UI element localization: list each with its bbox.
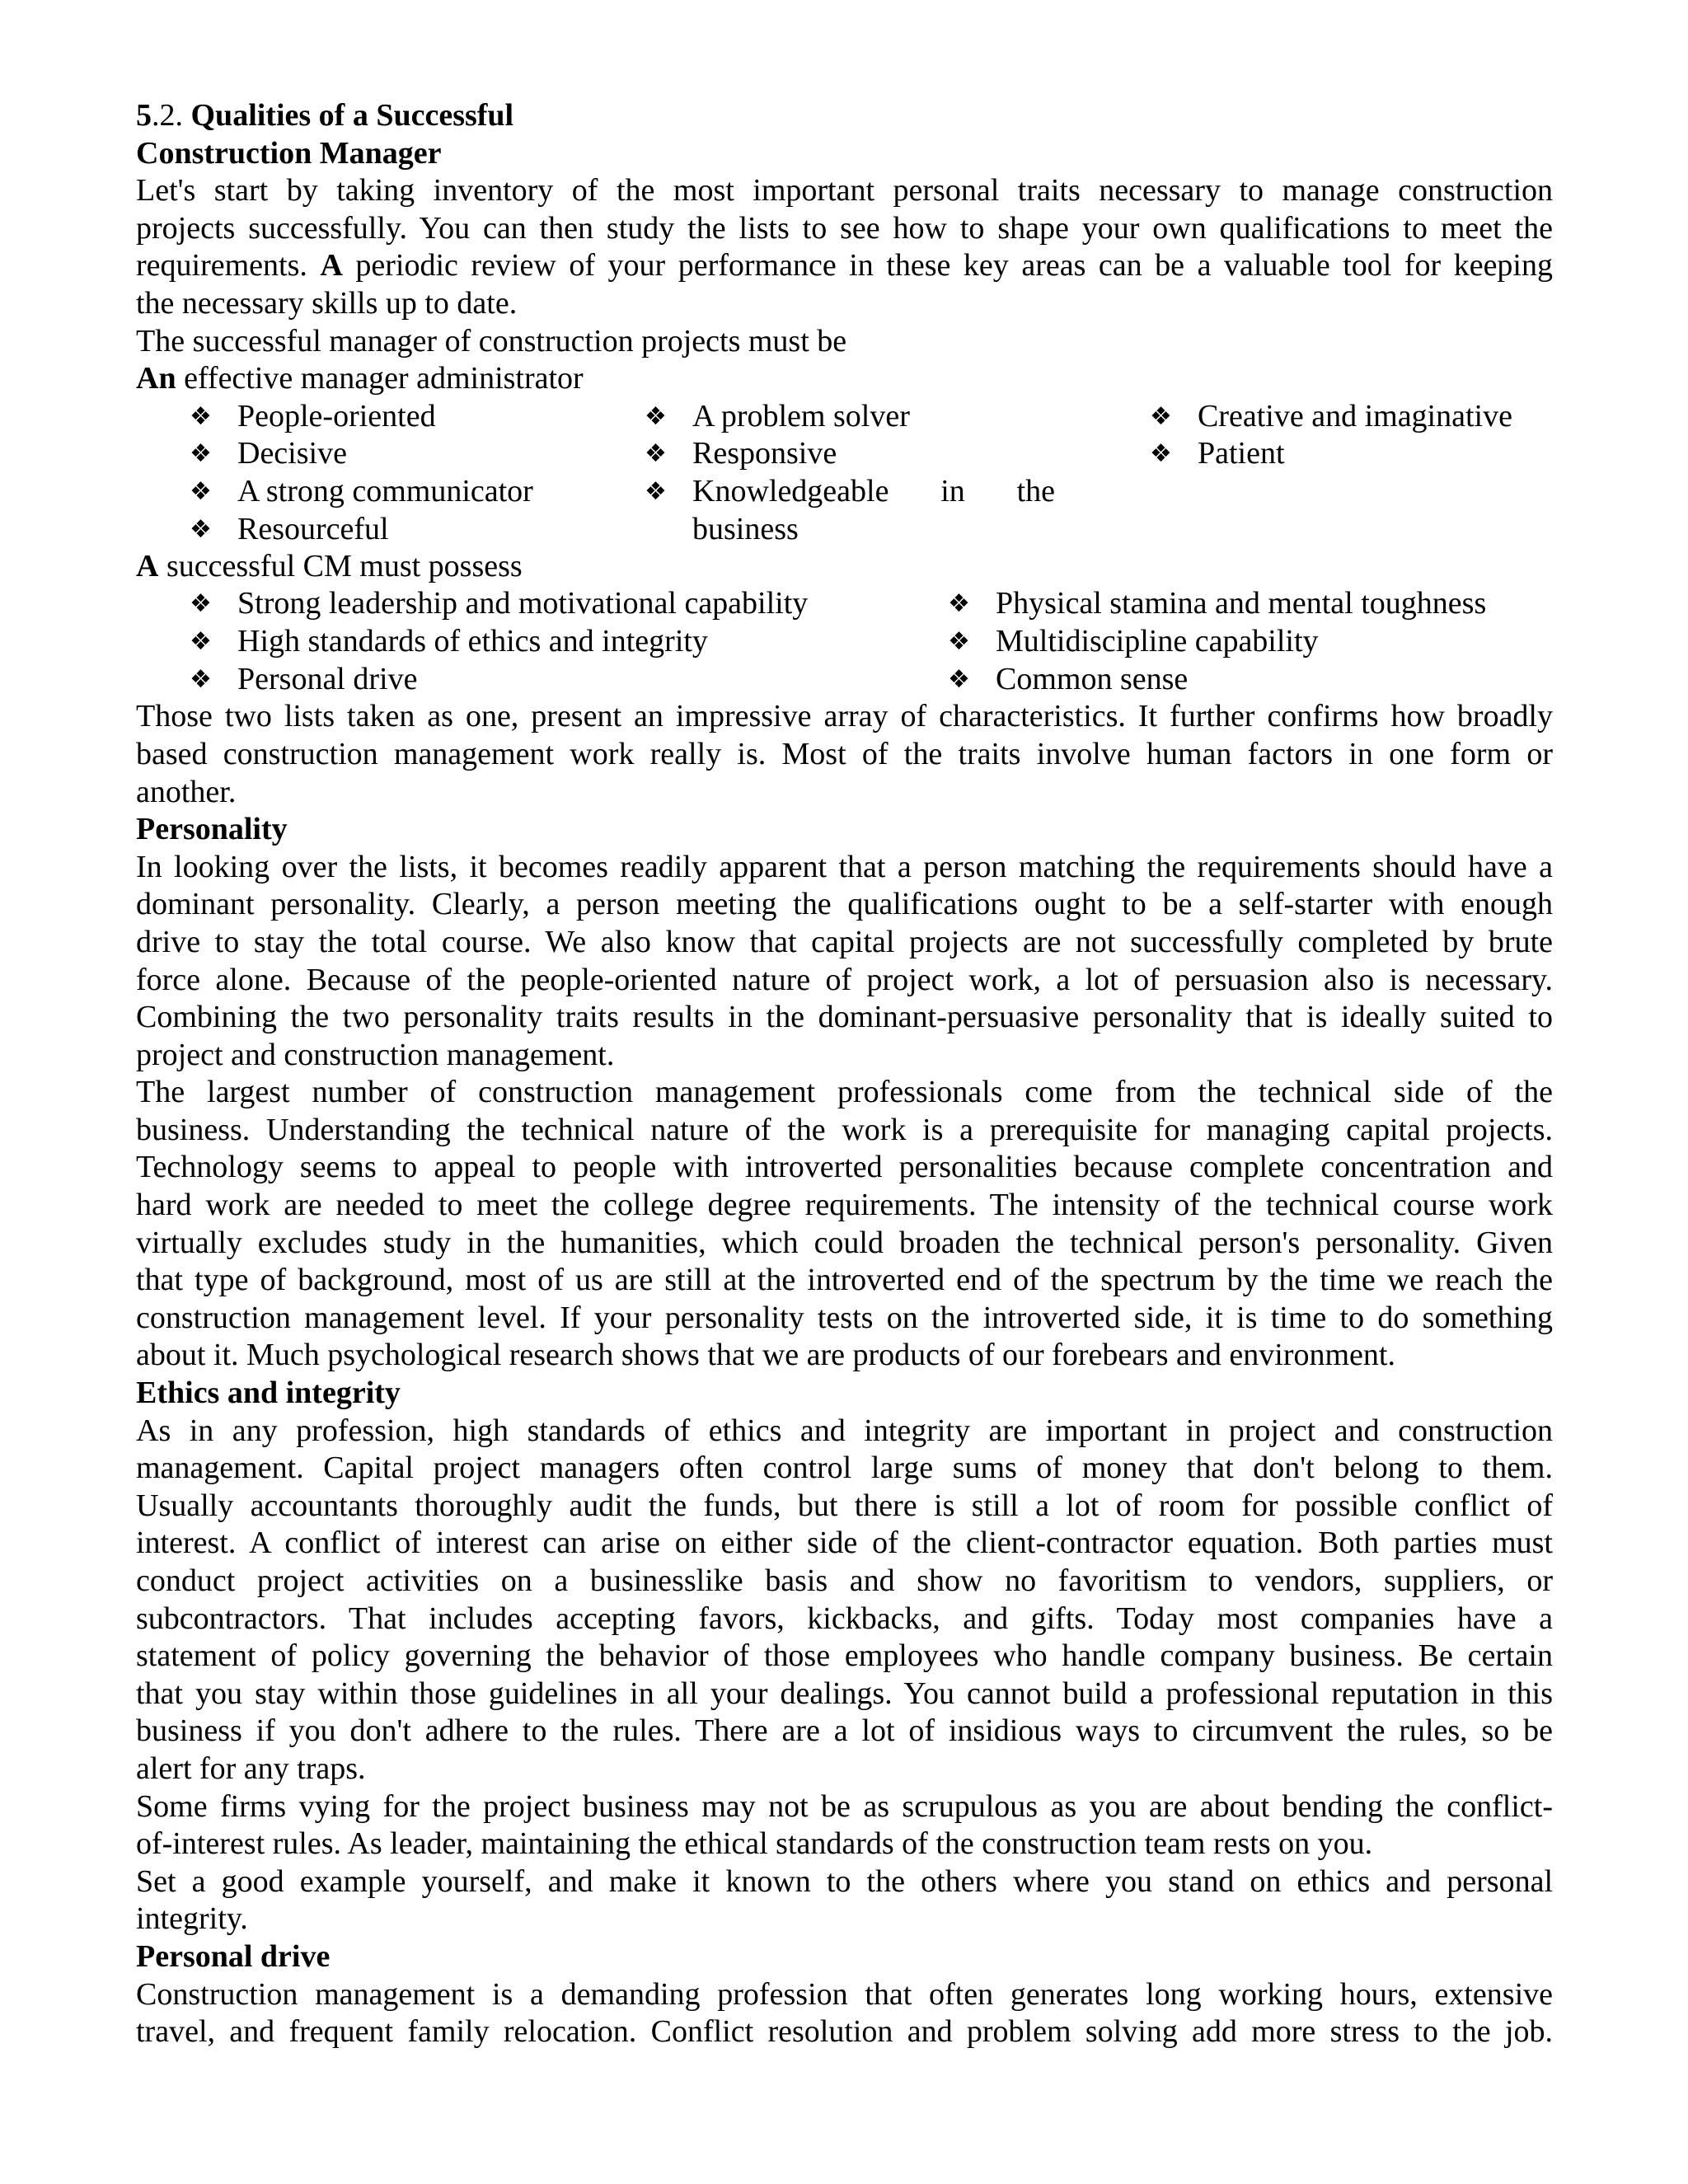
summary-line: based construction management work really is. Most of the traits involve human factors in one form or (136, 736, 1553, 771)
list-1-heading: An effective manager administrator (136, 361, 584, 396)
ethics-line: integrity. (136, 1901, 248, 1937)
ethics-line: As in any profession, high standards of ethics and integrity are important in project and construction (136, 1413, 1553, 1448)
section-title-line-2: Construction Manager (136, 135, 442, 171)
list-2-heading: A successful CM must possess (136, 548, 523, 583)
diamond-bullet-icon: ❖ (190, 401, 212, 431)
ethics-line: alert for any traps. (136, 1750, 366, 1786)
personal-drive-heading: Personal drive (136, 1938, 331, 1974)
personality-line: virtually excludes study in the humanities, which could broaden the technical person's personality. Given (136, 1225, 1553, 1260)
ethics-line: management. Capital project managers often control large sums of money that don't belong to them. (136, 1451, 1553, 1486)
ethics-line: of-interest rules. As leader, maintaining the ethical standards of the construction team rests on you. (136, 1826, 1373, 1862)
summary-line: another. (136, 774, 237, 809)
summary-line: Those two lists taken as one, present an impressive array of characteristics. It further confirms how broadly (136, 699, 1553, 734)
ethics-line: Some firms vying for the project business may not be as scrupulous as you are about bending the conflict- (136, 1788, 1553, 1824)
ethics-line: Usually accountants thoroughly audit the funds, but there is still a lot of room for possible conflict of (136, 1488, 1553, 1523)
personality-line: In looking over the lists, it becomes readily apparent that a person matching the requirements should have a (136, 849, 1553, 884)
manager-traits-list: ❖ People-oriented ❖ Decisive ❖ A strong communicator ❖ Resourceful ❖ A problem solver ❖ Responsive ❖ Knowledgeable in the business ❖ Creative and imaginative ❖ Patient (136, 398, 1553, 548)
diamond-bullet-icon: ❖ (190, 439, 212, 469)
diamond-bullet-icon: ❖ (190, 589, 212, 619)
diamond-bullet-icon: ❖ (1150, 401, 1172, 431)
diamond-bullet-icon: ❖ (1150, 439, 1172, 469)
ethics-heading: Ethics and integrity (136, 1376, 401, 1411)
intro-line: Let's start by taking inventory of the most important personal traits necessary to manage construction (136, 173, 1553, 209)
diamond-bullet-icon: ❖ (948, 589, 970, 619)
personality-line: Combining the two personality traits results in the dominant-persuasive personality that is ideally suited to (136, 1000, 1553, 1035)
ethics-line: subcontractors. That includes accepting favors, kickbacks, and gifts. Today most companies have a (136, 1601, 1553, 1636)
ethics-line: that you stay within those guidelines in all your dealings. You cannot build a professional reputation in this (136, 1675, 1553, 1711)
personality-line: project and construction management. (136, 1037, 615, 1072)
document-page (136, 97, 1553, 2051)
diamond-bullet-icon: ❖ (948, 626, 970, 656)
personality-line: hard work are needed to meet the college degree requirements. The intensity of the technical course work (136, 1188, 1553, 1223)
diamond-bullet-icon: ❖ (645, 476, 667, 506)
must-be-line: The successful manager of construction projects must be (136, 323, 847, 359)
personality-line: about it. Much psychological research shows that we are products of our forebears and environment. (136, 1338, 1395, 1373)
intro-line: requirements. A periodic review of your performance in these key areas can be a valuable tool for keeping (136, 248, 1553, 284)
diamond-bullet-icon: ❖ (948, 664, 970, 694)
diamond-bullet-icon: ❖ (190, 476, 212, 506)
diamond-bullet-icon: ❖ (190, 514, 212, 544)
personality-line: business. Understanding the technical nature of the work is a prerequisite for managing capital projects. (136, 1112, 1553, 1147)
ethics-line: statement of policy governing the behavior of those employees who handle company business. Be certain (136, 1638, 1553, 1674)
personality-line: dominant personality. Clearly, a person meeting the qualifications ought to be a self-starter with enough (136, 887, 1553, 922)
ethics-line: Set a good example yourself, and make it known to the others where you stand on ethics and personal (136, 1863, 1553, 1899)
personality-line: force alone. Because of the people-oriented nature of project work, a lot of persuasion also is necessary. (136, 962, 1553, 997)
cm-possess-list: ❖ Strong leadership and motivational capability ❖ High standards of ethics and integrity ❖ Personal drive ❖ Physical stamina and mental toughness ❖ Multidiscipline capability ❖ Common sense (136, 585, 1553, 698)
personality-line: drive to stay the total course. We also know that capital projects are not successfully completed by brute (136, 924, 1553, 959)
drive-line: Construction management is a demanding profession that often generates long working hours, extensive (136, 1976, 1553, 2012)
personality-line: The largest number of construction management professionals come from the technical side of the (136, 1075, 1553, 1110)
personality-heading: Personality (136, 812, 288, 847)
section-number: 5 (136, 98, 152, 133)
personality-line: that type of background, most of us are still at the introverted end of the spectrum by the time we reach the (136, 1263, 1553, 1298)
ethics-line: interest. A conflict of interest can arise on either side of the client-contractor equation. Both parties must (136, 1526, 1553, 1561)
ethics-line: conduct project activities on a businesslike basis and show no favoritism to vendors, suppliers, or (136, 1563, 1553, 1598)
diamond-bullet-icon: ❖ (645, 401, 667, 431)
ethics-line: business if you don't adhere to the rules. There are a lot of insidious ways to circumvent the rules, so be (136, 1713, 1553, 1749)
intro-line: the necessary skills up to date. (136, 285, 518, 321)
diamond-bullet-icon: ❖ (190, 664, 212, 694)
section-title-line-1: 5.2. Qualities of a Successful (136, 98, 514, 133)
diamond-bullet-icon: ❖ (190, 626, 212, 656)
drive-line: travel, and frequent family relocation. Conflict resolution and problem solving add more stress to the job. (136, 2014, 1553, 2050)
diamond-bullet-icon: ❖ (645, 439, 667, 469)
personality-line: Technology seems to appeal to people with introverted personalities because complete concentration and (136, 1150, 1553, 1185)
intro-line: projects successfully. You can then study the lists to see how to shape your own qualifications to meet the (136, 210, 1553, 246)
personality-line: construction management level. If your personality tests on the introverted side, it is time to do something (136, 1300, 1553, 1335)
